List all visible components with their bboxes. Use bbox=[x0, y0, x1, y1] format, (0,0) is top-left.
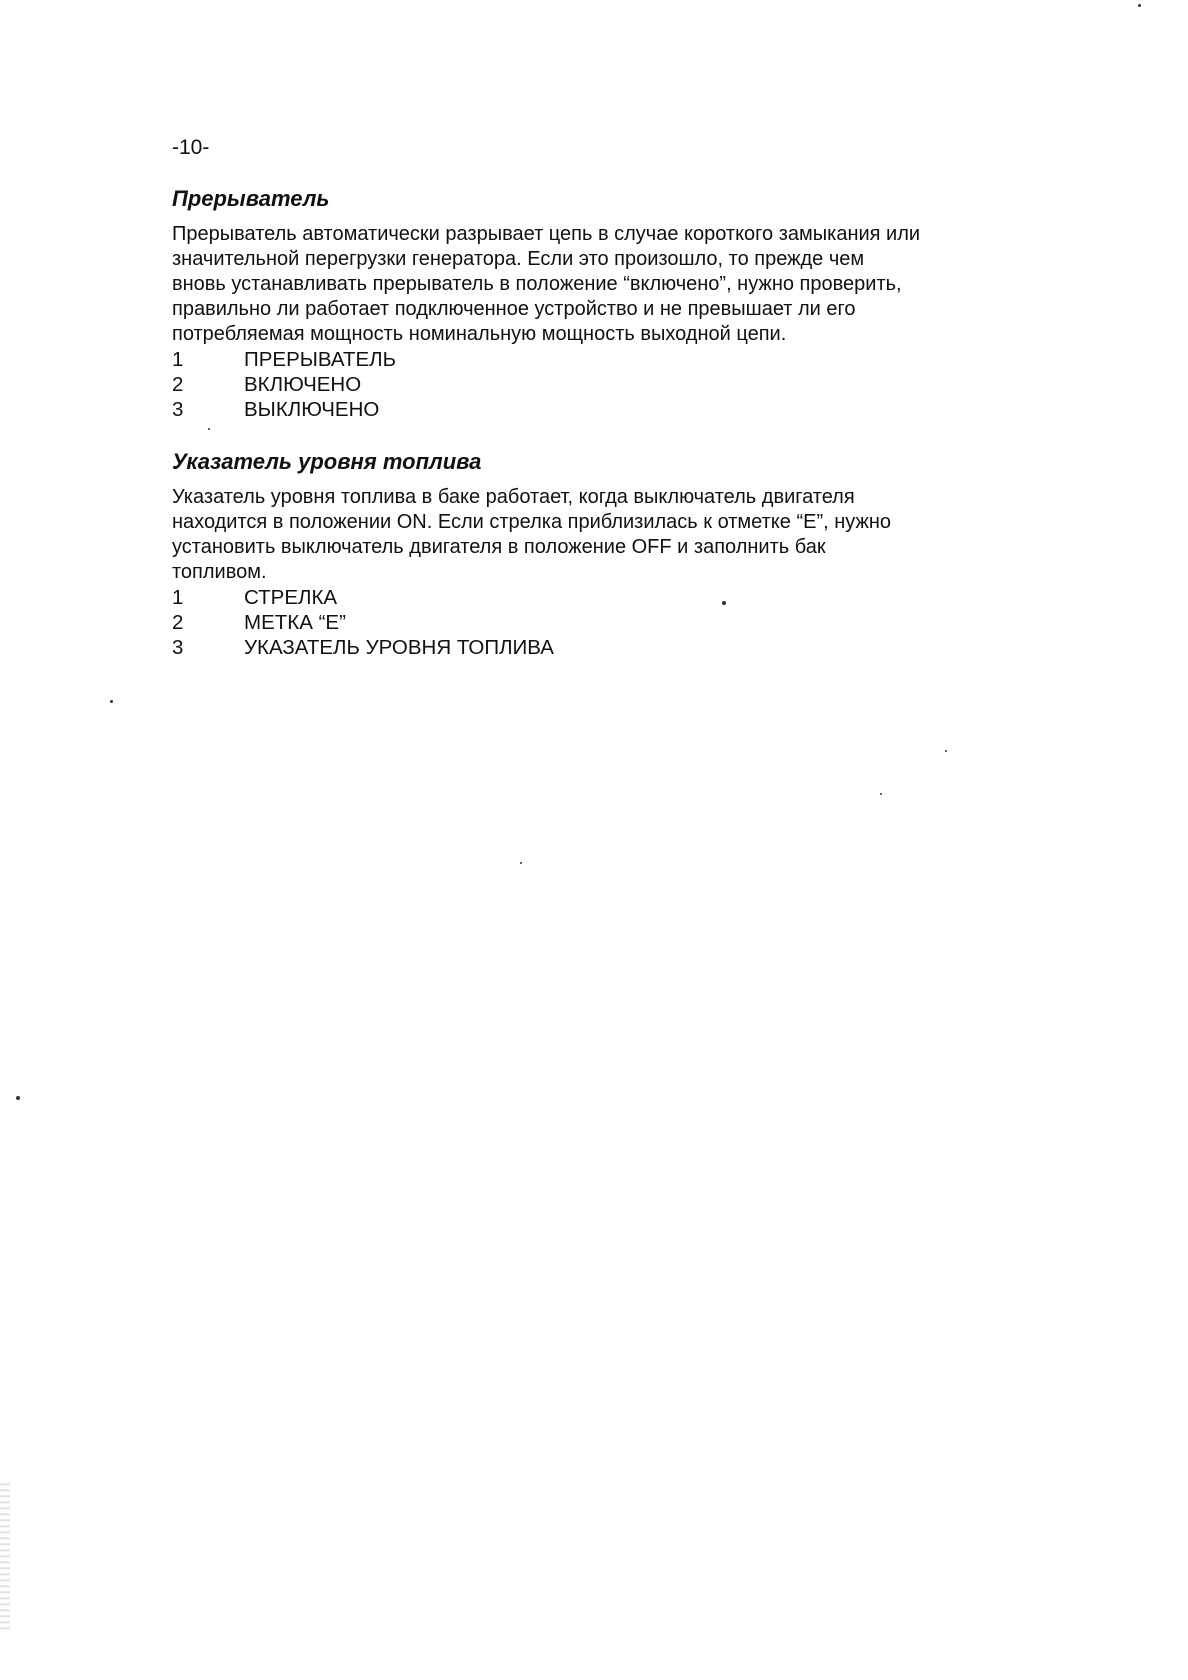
section-fuel-gauge bbox=[172, 449, 1022, 660]
legend-item bbox=[172, 610, 1022, 635]
section-title: Указатель уровня топлива bbox=[172, 449, 482, 474]
scan-edge-noise bbox=[0, 1480, 10, 1630]
legend-list bbox=[172, 585, 1022, 660]
scan-speck bbox=[16, 1096, 20, 1100]
page-number: -10- bbox=[172, 136, 210, 159]
legend-item bbox=[172, 347, 1022, 372]
scan-speck bbox=[880, 793, 882, 795]
legend-label: ПРЕРЫВАТЕЛЬ bbox=[244, 348, 397, 371]
legend-label: СТРЕЛКА bbox=[244, 586, 338, 609]
section-breaker bbox=[172, 186, 1022, 422]
legend-label: УКАЗАТЕЛЬ УРОВНЯ ТОПЛИВА bbox=[244, 636, 554, 659]
scan-speck bbox=[520, 862, 522, 864]
legend-label: МЕТКА “E” bbox=[244, 611, 346, 634]
legend-number: 2 bbox=[172, 373, 184, 396]
legend-number: 3 bbox=[172, 636, 184, 659]
scan-speck bbox=[1138, 4, 1141, 7]
legend-item bbox=[172, 635, 1022, 660]
legend-number: 1 bbox=[172, 586, 184, 609]
legend-number: 2 bbox=[172, 611, 184, 634]
scan-speck bbox=[208, 428, 210, 430]
legend-label: ВЫКЛЮЧЕНО bbox=[244, 398, 380, 421]
legend-item bbox=[172, 372, 1022, 397]
section-body: Прерыватель автоматически разрывает цепь в случае короткого замыкания или значительной перегрузки генератора. Если это произошло, то прежде чем вновь устанавливать прерыватель в положение “включено”, нужно проверить, правильно ли работает подключенное устройство и не превышает ли его потребляемая мощность номинальную мощность выходной цепи. bbox=[172, 223, 921, 345]
legend-list bbox=[172, 347, 1022, 422]
legend-item bbox=[172, 397, 1022, 422]
scan-speck bbox=[945, 750, 947, 752]
legend-item bbox=[172, 585, 1022, 610]
legend-number: 3 bbox=[172, 398, 184, 421]
scan-speck bbox=[722, 601, 726, 605]
section-body: Указатель уровня топлива в баке работает, когда выключатель двигателя находится в положении ON. Если стрелка приблизилась к отметке “E”, нужно установить выключатель двигателя в положение OFF и заполнить бак топливом. bbox=[172, 486, 892, 583]
section-title: Прерыватель bbox=[172, 186, 330, 211]
scan-speck bbox=[110, 700, 113, 703]
legend-number: 1 bbox=[172, 348, 184, 371]
legend-label: ВКЛЮЧЕНО bbox=[244, 373, 362, 396]
